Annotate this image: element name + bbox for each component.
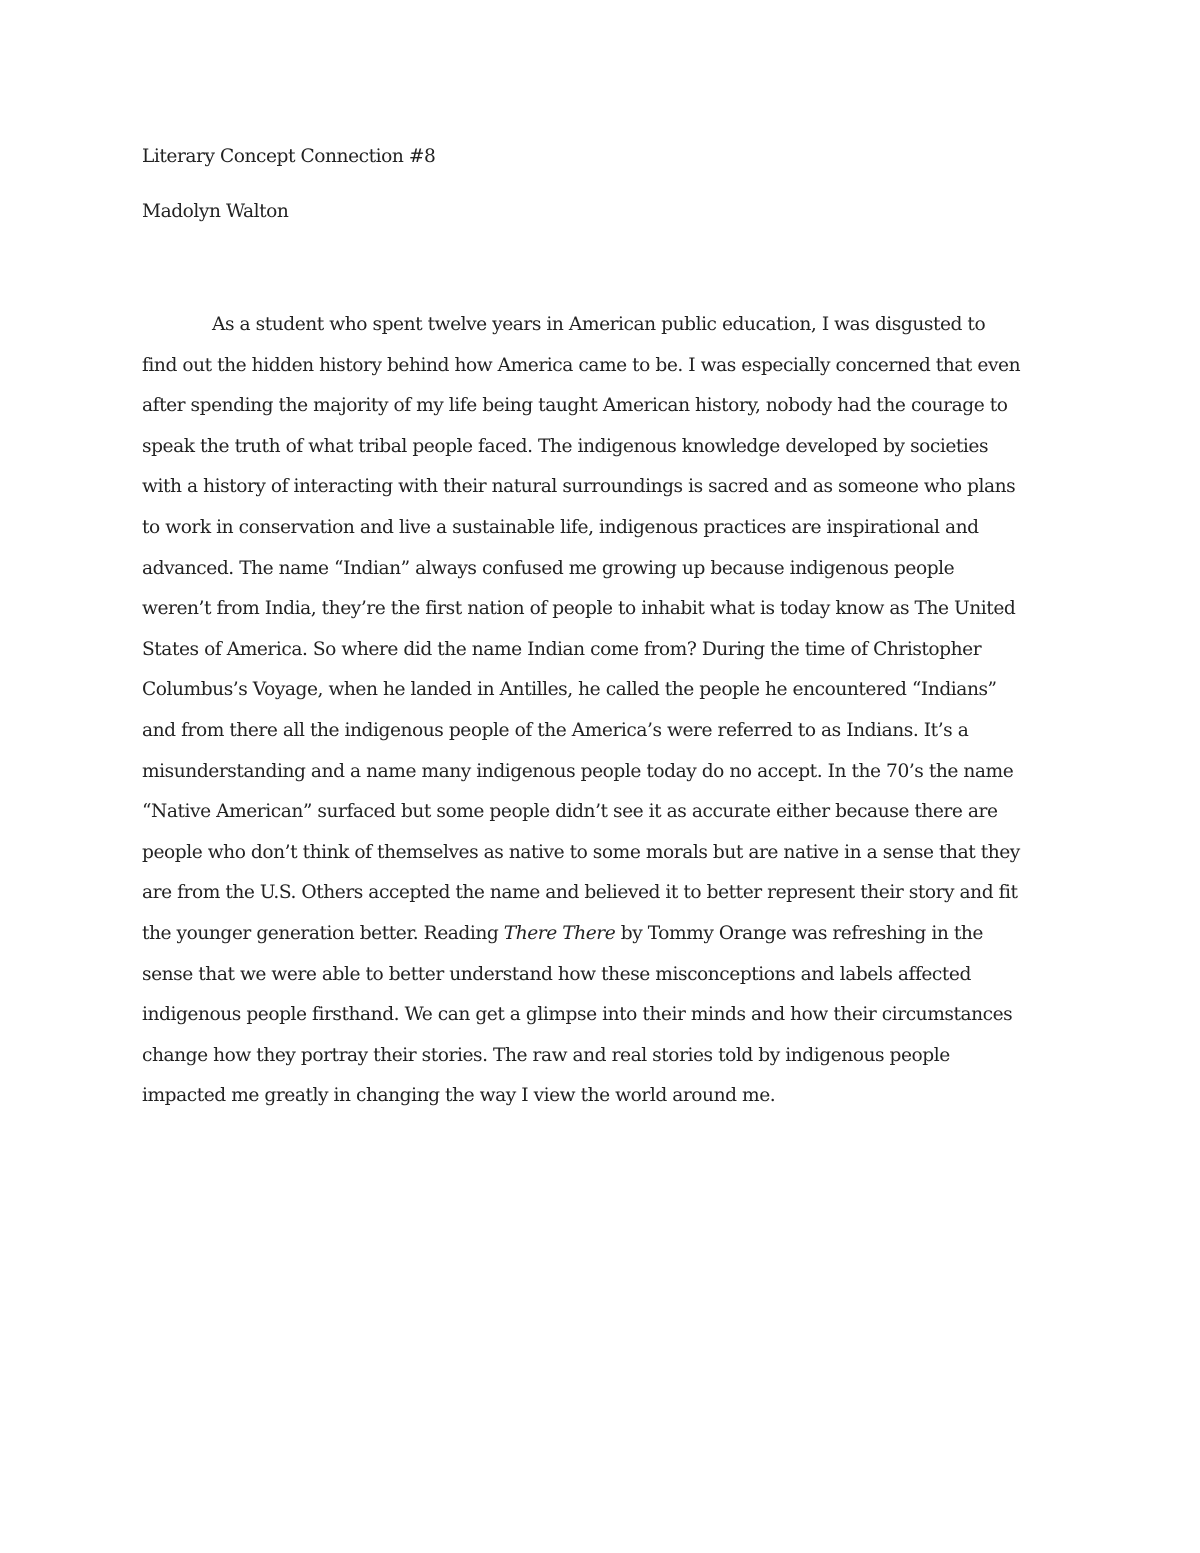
body-line: after spending the majority of my life being taught American history, nobody had the courage to: [142, 395, 1008, 417]
body-line: States of America. So where did the name Indian come from? During the time of Christopher: [142, 638, 982, 660]
body-line: impacted me greatly in changing the way I view the world around me.: [142, 1085, 776, 1107]
body-line: change how they portray their stories. The raw and real stories told by indigenous people: [142, 1044, 950, 1066]
book-title: There There: [503, 922, 616, 944]
body-line: sense that we were able to better understand how these misconceptions and labels affected: [142, 963, 971, 985]
line-text: by Tommy Orange was refreshing in the: [615, 922, 983, 944]
body-line: with a history of interacting with their natural surroundings is sacred and as someone who plans: [142, 476, 1016, 498]
line-text: the younger generation better. Reading: [142, 922, 504, 944]
body-line: Columbus’s Voyage, when he landed in Antilles, he called the people he encountered “Indians”: [142, 679, 997, 701]
body-line: As a student who spent twelve years in American public education, I was disgusted to: [212, 314, 986, 335]
body-line: to work in conservation and live a sustainable life, indigenous practices are inspirational and: [142, 516, 979, 538]
body-line: speak the truth of what tribal people faced. The indigenous knowledge developed by societies: [142, 435, 989, 457]
body-line: advanced. The name “Indian” always confused me growing up because indigenous people: [142, 557, 955, 579]
body-line: indigenous people firsthand. We can get a glimpse into their minds and how their circumstances: [142, 1004, 1013, 1026]
body-line: “Native American” surfaced but some people didn’t see it as accurate either because there are: [142, 801, 998, 823]
body-line: weren’t from India, they’re the first nation of people to inhabit what is today know as The United: [142, 598, 1016, 620]
body-line: and from there all the indigenous people of the America’s were referred to as Indians. It’s a: [142, 719, 969, 741]
body-line: find out the hidden history behind how America came to be. I was especially concerned that even: [142, 354, 1021, 376]
document-title: Literary Concept Connection #8: [142, 146, 436, 167]
body-line: people who don’t think of themselves as native to some morals but are native in a sense that they: [142, 841, 1020, 863]
body-line: misunderstanding and a name many indigenous people today do no accept. In the 70’s the name: [142, 760, 1014, 782]
body-line-with-title: [142, 920, 1062, 961]
author-name: Madolyn Walton: [142, 201, 289, 222]
essay-body: [142, 311, 1062, 1123]
body-line: are from the U.S. Others accepted the name and believed it to better represent their story and fit: [142, 882, 1018, 904]
